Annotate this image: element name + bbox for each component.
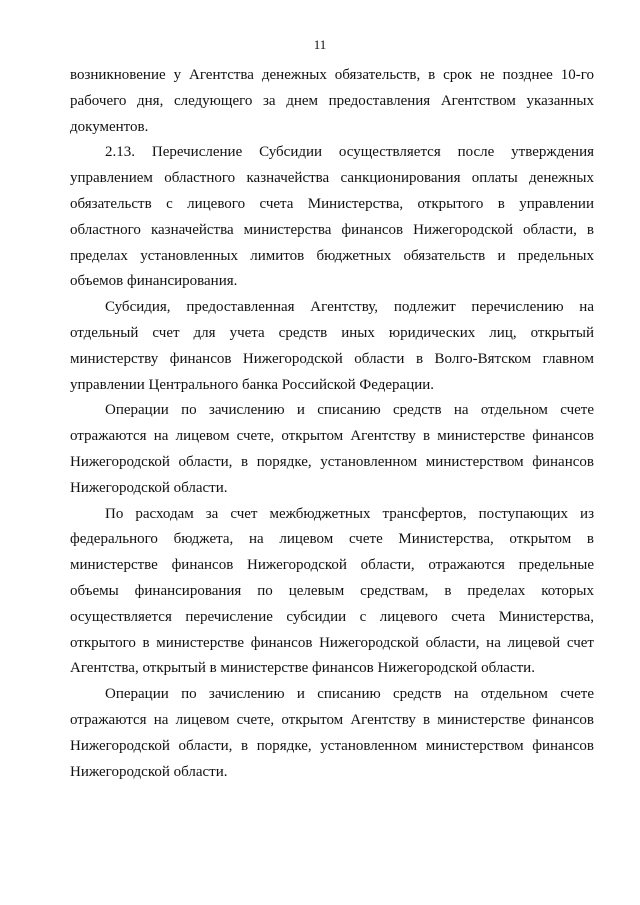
paragraph-operations: Операции по зачислению и списанию средств на отдельном счете отражаются на лицевом счете, открытом Агентству в министерстве финансов Нижегородской области, в порядке, установленном министерством финансов Нижегородской области. <box>70 402 594 496</box>
paragraph-subsidy-transfer: Субсидия, предоставленная Агентству, подлежит перечислению на отдельный счет для учета средств иных юридических лиц, открытый министерству финансов Нижегородской области в Волго-Вятском главном управлении Центрального банка Российской Федерации. <box>70 299 594 393</box>
document-body <box>70 63 594 785</box>
paragraph-continuation: возникновение у Агентства денежных обязательств, в срок не позднее 10-го рабочего дня, следующего за днем предоставления Агентством указанных документов. <box>70 67 594 135</box>
page-number: 11 <box>313 37 327 52</box>
paragraph-operations-repeat: Операции по зачислению и списанию средств на отдельном счете отражаются на лицевом счете, открытом Агентству в министерстве финансов Нижегородской области, в порядке, установленном министерством финансов Нижегородской области. <box>70 686 594 780</box>
paragraph-2-13: 2.13. Перечисление Субсидии осуществляется после утверждения управлением областного казначейства санкционирования оплаты денежных обязательств с лицевого счета Министерства, открытого в управлении областного казначейства министерства финансов Нижегородской области, в пределах установленных лимитов бюджетных обязательств и предельных объемов финансирования. <box>70 144 594 290</box>
paragraph-federal-transfers: По расходам за счет межбюджетных трансфертов, поступающих из федерального бюджета, на лицевом счете Министерства, открытом в министерстве финансов Нижегородской области, отражаются предельные объемы финансирования по целевым средствам, в пределах которых осуществляется перечисление субсидии с лицевого счета Министерства, открытого в министерстве финансов Нижегородской области, на лицевой счет Агентства, открытый в министерстве финансов Нижегородской области. <box>70 505 594 677</box>
